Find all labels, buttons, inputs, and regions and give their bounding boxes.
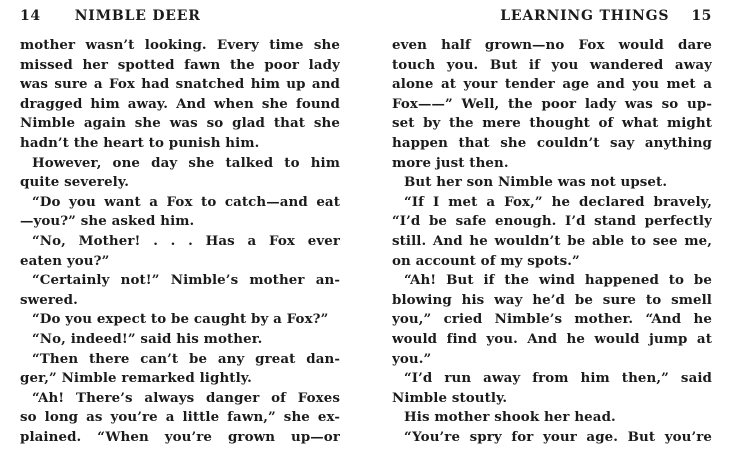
text-line: Nimble stoutly.: [392, 389, 508, 406]
text-line: more just then.: [392, 154, 509, 171]
text-line: But her son Nimble was not upset.: [404, 174, 668, 191]
left-page-header: [20, 8, 340, 32]
text-line: eaten you?”: [20, 252, 110, 269]
left-page-body: [20, 36, 340, 447]
text-line: hadn’t the heart to punish him.: [20, 134, 260, 151]
text-line: alone at your tender age and you met a: [392, 76, 712, 93]
text-line: “I’d be safe enough. I’d stand perfectly: [392, 213, 712, 230]
text-line: His mother shook her head.: [404, 409, 616, 426]
text-line: “I’d run away from him then,” said: [404, 370, 712, 387]
text-line: touch you. But if you wandered away: [392, 56, 712, 73]
text-line: still. And he wouldn’t be able to see me,: [392, 232, 712, 249]
text-line: “Do you expect to be caught by a Fox?”: [32, 311, 329, 328]
text-line: mother wasn’t looking. Every time she: [20, 37, 340, 53]
left-page-number: 14: [20, 8, 41, 24]
text-line: Nimble again she was so glad that she: [20, 115, 340, 132]
text-line: However, one day she talked to him: [32, 154, 340, 171]
text-line: you,” cried Nimble’s mother. “And he: [392, 311, 712, 328]
text-line: you.”: [392, 350, 432, 367]
text-line: missed her spotted fawn the poor lady: [20, 56, 340, 73]
right-page-number: 15: [691, 8, 712, 24]
text-line: “If I met a Fox,” he declared bravely,: [404, 193, 712, 210]
text-line: quite severely.: [20, 174, 129, 191]
text-line: Fox——” Well, the poor lady was so up-: [392, 95, 712, 112]
right-page: [366, 0, 732, 463]
text-line: on account of my spots.”: [392, 252, 580, 269]
text-line: would find you. And he would jump at: [392, 330, 712, 347]
text-line: “Do you want a Fox to catch—and eat: [32, 193, 340, 210]
text-line: happen that she couldn’t say anything: [392, 134, 712, 151]
text-line: “No, Mother! . . . Has a Fox ever: [32, 232, 340, 249]
text-line: dragged him away. And when she found: [20, 95, 340, 112]
text-line: swered.: [20, 291, 78, 308]
text-line: “Ah! But if the wind happened to be: [404, 272, 712, 289]
text-line: plained. “When you’re grown up—or: [20, 428, 340, 445]
text-line: set by the mere thought of what might: [392, 115, 712, 132]
text-line: “Ah! There’s always danger of Foxes: [32, 389, 340, 406]
text-line: “No, indeed!” said his mother.: [32, 330, 263, 347]
right-page-header: [392, 8, 712, 32]
right-page-body: [392, 36, 712, 447]
text-line: “You’re spry for your age. But you’re: [404, 428, 712, 445]
text-line: “Certainly not!” Nimble’s mother an-: [32, 272, 340, 289]
text-line: was sure a Fox had snatched him up and: [20, 76, 340, 93]
text-line: “Then there can’t be any great dan-: [32, 350, 340, 367]
text-line: —you?” she asked him.: [20, 213, 195, 230]
text-line: ger,” Nimble remarked lightly.: [20, 370, 252, 387]
text-line: so long as you’re a little fawn,” she ex-: [20, 409, 340, 426]
text-line: even half grown—no Fox would dare: [392, 37, 712, 53]
right-running-title: LEARNING THINGS: [500, 8, 670, 24]
left-running-title: NIMBLE DEER: [74, 8, 201, 24]
text-line: blowing his way he’d be sure to smell: [392, 291, 712, 308]
